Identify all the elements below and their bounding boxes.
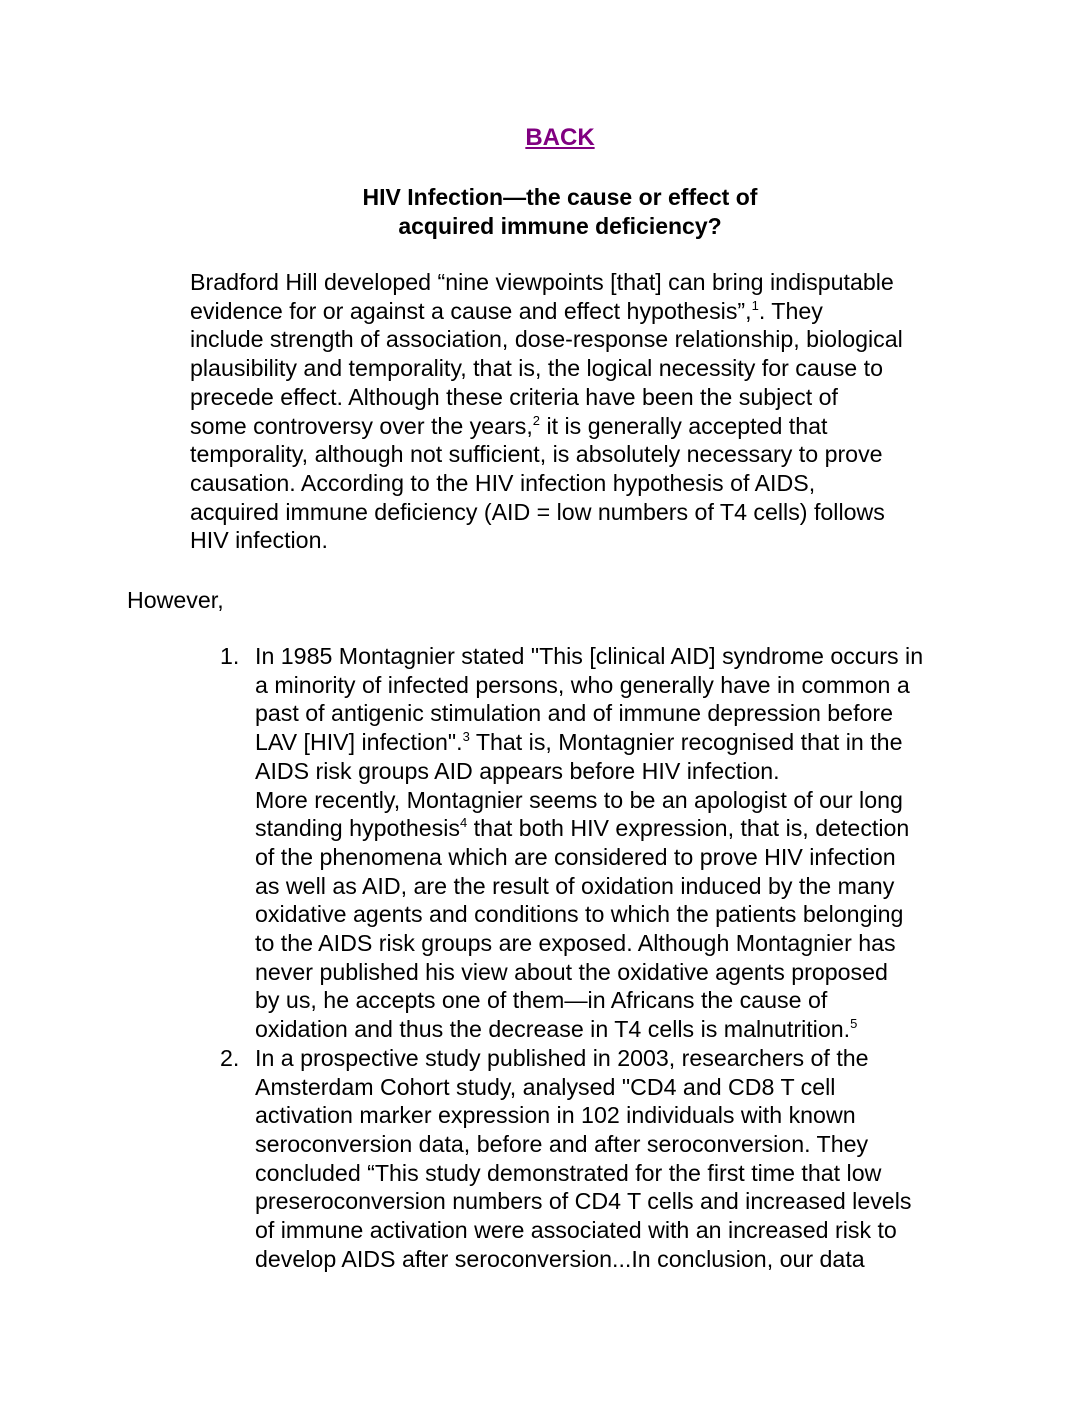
- list-line: standing hypothesis$^4$ that both HIV expression, that is, detection: [255, 815, 910, 842]
- list-line: never published his view about the oxidative agents proposed: [255, 958, 888, 985]
- title-line-2: acquired immune deficiency?: [398, 213, 722, 239]
- intro-line: some controversy over the years,$^2$ it is generally accepted that: [190, 412, 828, 439]
- list-line: In 1985 Montagnier stated "This [clinical AID] syndrome occurs in: [255, 643, 924, 669]
- list-line: to the AIDS risk groups are exposed. Although Montagnier has: [255, 930, 896, 957]
- list-number: 1.: [220, 643, 240, 669]
- footnote-ref-2: 2: [532, 412, 541, 428]
- list-line: past of antigenic stimulation and of immune depression before: [255, 700, 894, 727]
- intro-line: causation. According to the HIV infection hypothesis of AIDS,: [190, 469, 816, 496]
- list-item-1: [220, 642, 1045, 1044]
- list-line: AIDS risk groups AID appears before HIV infection.: [255, 757, 780, 784]
- intro-line: temporality, although not sufficient, is absolutely necessary to prove: [190, 441, 883, 468]
- intro-line: include strength of association, dose-response relationship, biological: [190, 326, 903, 353]
- numbered-list: [220, 642, 1045, 1273]
- intro-line: evidence for or against a cause and effect hypothesis”,$^1$. They: [190, 297, 823, 324]
- however-label: However,: [127, 587, 224, 613]
- list-item-2: [220, 1044, 1045, 1274]
- list-line: a minority of infected persons, who generally have in common a: [255, 671, 910, 698]
- list-line: In a prospective study published in 2003, researchers of the: [255, 1044, 869, 1071]
- list-line: oxidative agents and conditions to which the patients belonging: [255, 901, 904, 928]
- list-line: Amsterdam Cohort study, analysed "CD4 and CD8 T cell: [255, 1073, 836, 1100]
- document-title: [0, 183, 1088, 241]
- footnote-ref-5: 5: [850, 1016, 858, 1032]
- intro-line: plausibility and temporality, that is, the logical necessity for cause to: [190, 355, 883, 382]
- list-line: activation marker expression in 102 individuals with known: [255, 1102, 856, 1129]
- list-number: 2.: [220, 1044, 240, 1071]
- intro-line: Bradford Hill developed “nine viewpoints [that] can bring indisputable: [190, 269, 894, 295]
- list-line: of immune activation were associated with an increased risk to: [255, 1217, 897, 1244]
- intro-line: HIV infection.: [190, 527, 328, 554]
- footnote-ref-4: 4: [459, 815, 468, 831]
- list-line: concluded “This study demonstrated for the first time that low: [255, 1159, 882, 1186]
- list-line: oxidation and thus the decrease in T4 cells is malnutrition.$^5$: [255, 1016, 858, 1043]
- footnote-ref-1: 1: [751, 297, 759, 313]
- list-line: More recently, Montagnier seems to be an apologist of our long: [255, 786, 903, 813]
- list-line: of the phenomena which are considered to prove HIV infection: [255, 843, 896, 870]
- back-link[interactable]: BACK: [525, 124, 595, 151]
- list-line: LAV [HIV] infection".$^3$ That is, Montagnier recognised that in the: [255, 729, 903, 756]
- list-line: seroconversion data, before and after seroconversion. They: [255, 1130, 869, 1157]
- intro-line: acquired immune deficiency (AID = low numbers of T4 cells) follows: [190, 498, 885, 525]
- list-line: as well as AID, are the result of oxidation induced by the many: [255, 872, 895, 899]
- list-line: by us, he accepts one of them—in Africans the cause of: [255, 987, 828, 1014]
- intro-paragraph: [190, 268, 980, 555]
- intro-line: precede effect. Although these criteria have been the subject of: [190, 383, 838, 410]
- list-line: develop AIDS after seroconversion...In conclusion, our data: [255, 1245, 865, 1272]
- list-line: preseroconversion numbers of CD4 T cells and increased levels: [255, 1188, 912, 1215]
- title-line-1: HIV Infection—the cause or effect of: [362, 184, 758, 210]
- footnote-ref-3: 3: [462, 729, 470, 745]
